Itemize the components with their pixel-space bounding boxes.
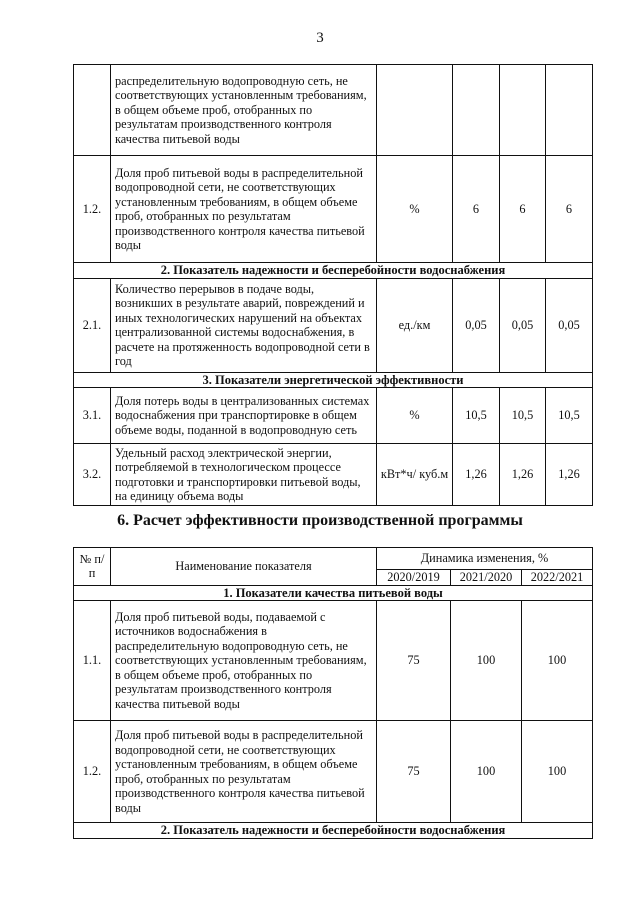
- value-cell: 0,05: [546, 278, 593, 372]
- section-row: [74, 372, 593, 388]
- indicator-name: Доля проб питьевой воды в распределительной водопроводной сети, не соответствующих установленным требованиям, в общем объеме проб, отобранных по результатам производственного контроля качества питьевой воды: [111, 156, 377, 263]
- row-number: 1.1.: [74, 601, 111, 721]
- section-heading: 3. Показатели энергетической эффективности: [74, 372, 593, 388]
- indicator-name: Доля проб питьевой воды, подаваемой с источников водоснабжения в распределительную водопроводную сеть, не соответствующих установленным требованиям, в общем объеме проб, отобранных по результатам производственного контроля качества питьевой воды: [111, 601, 377, 721]
- table-row: [74, 278, 593, 372]
- header-period: 2020/2019: [377, 570, 451, 586]
- table-row: [74, 444, 593, 506]
- row-number: 1.2.: [74, 156, 111, 263]
- value-cell: 100: [522, 601, 593, 721]
- value-cell: 6: [500, 156, 546, 263]
- header-name: Наименование показателя: [111, 548, 377, 586]
- page-number: 3: [316, 30, 324, 46]
- value-cell: 0,05: [453, 278, 500, 372]
- value-cell: 1,26: [453, 444, 500, 506]
- indicator-name: распределительную водопроводную сеть, не соответствующих установленным требованиям, в общем объеме проб, отобранных по результатам производственного контроля качества питьевой воды: [111, 65, 377, 156]
- row-number: 2.1.: [74, 278, 111, 372]
- section-heading: 2. Показатель надежности и бесперебойности водоснабжения: [74, 823, 593, 839]
- header-num: № п/п: [74, 548, 111, 586]
- row-number: [74, 65, 111, 156]
- section-row: [74, 585, 593, 601]
- table-row: [74, 388, 593, 444]
- section-heading: 2. Показатель надежности и бесперебойности водоснабжения: [74, 263, 593, 279]
- indicators-table: [73, 64, 593, 506]
- header-period: 2022/2021: [522, 570, 593, 586]
- unit-cell: %: [377, 388, 453, 444]
- value-cell: 10,5: [546, 388, 593, 444]
- value-cell: 100: [451, 721, 522, 823]
- value-cell: 75: [377, 721, 451, 823]
- unit-cell: кВт*ч/ куб.м: [377, 444, 453, 506]
- indicator-name: Удельный расход электрической энергии, потребляемой в технологическом процессе подготовки и транспортировки питьевой воды, на единицу объема воды: [111, 444, 377, 506]
- section-row: [74, 823, 593, 839]
- unit-cell: %: [377, 156, 453, 263]
- section-heading: 1. Показатели качества питьевой воды: [74, 585, 593, 601]
- value-cell: 6: [546, 156, 593, 263]
- section-title: 6. Расчет эффективности производственной программы: [117, 512, 523, 529]
- value-cell: 0,05: [500, 278, 546, 372]
- unit-cell: ед./км: [377, 278, 453, 372]
- header-period: 2021/2020: [451, 570, 522, 586]
- unit-cell: [377, 65, 453, 156]
- value-cell: 100: [451, 601, 522, 721]
- value-cell: 10,5: [453, 388, 500, 444]
- value-cell: 6: [453, 156, 500, 263]
- indicator-name: Доля потерь воды в централизованных системах водоснабжения при транспортировке в общем объеме воды, поданной в водопроводную сеть: [111, 388, 377, 444]
- header-dynamics: Динамика изменения, %: [377, 548, 593, 570]
- indicator-name: Количество перерывов в подаче воды, возникших в результате аварий, повреждений и иных технологических нарушений на объектах централизованной системы водоснабжения, в расчете на протяженность водопроводной сети в год: [111, 278, 377, 372]
- value-cell: 75: [377, 601, 451, 721]
- table-row: [74, 601, 593, 721]
- value-cell: 1,26: [500, 444, 546, 506]
- value-cell: [453, 65, 500, 156]
- value-cell: [546, 65, 593, 156]
- table-row: [74, 721, 593, 823]
- value-cell: 10,5: [500, 388, 546, 444]
- row-number: 1.2.: [74, 721, 111, 823]
- section-row: [74, 263, 593, 279]
- table-row: [74, 156, 593, 263]
- value-cell: [500, 65, 546, 156]
- row-number: 3.2.: [74, 444, 111, 506]
- table-row: [74, 65, 593, 156]
- value-cell: 1,26: [546, 444, 593, 506]
- row-number: 3.1.: [74, 388, 111, 444]
- indicator-name: Доля проб питьевой воды в распределительной водопроводной сети, не соответствующих установленным требованиям, в общем объеме проб, отобранных по результатам производственного контроля качества питьевой воды: [111, 721, 377, 823]
- efficiency-table: [73, 547, 593, 839]
- value-cell: 100: [522, 721, 593, 823]
